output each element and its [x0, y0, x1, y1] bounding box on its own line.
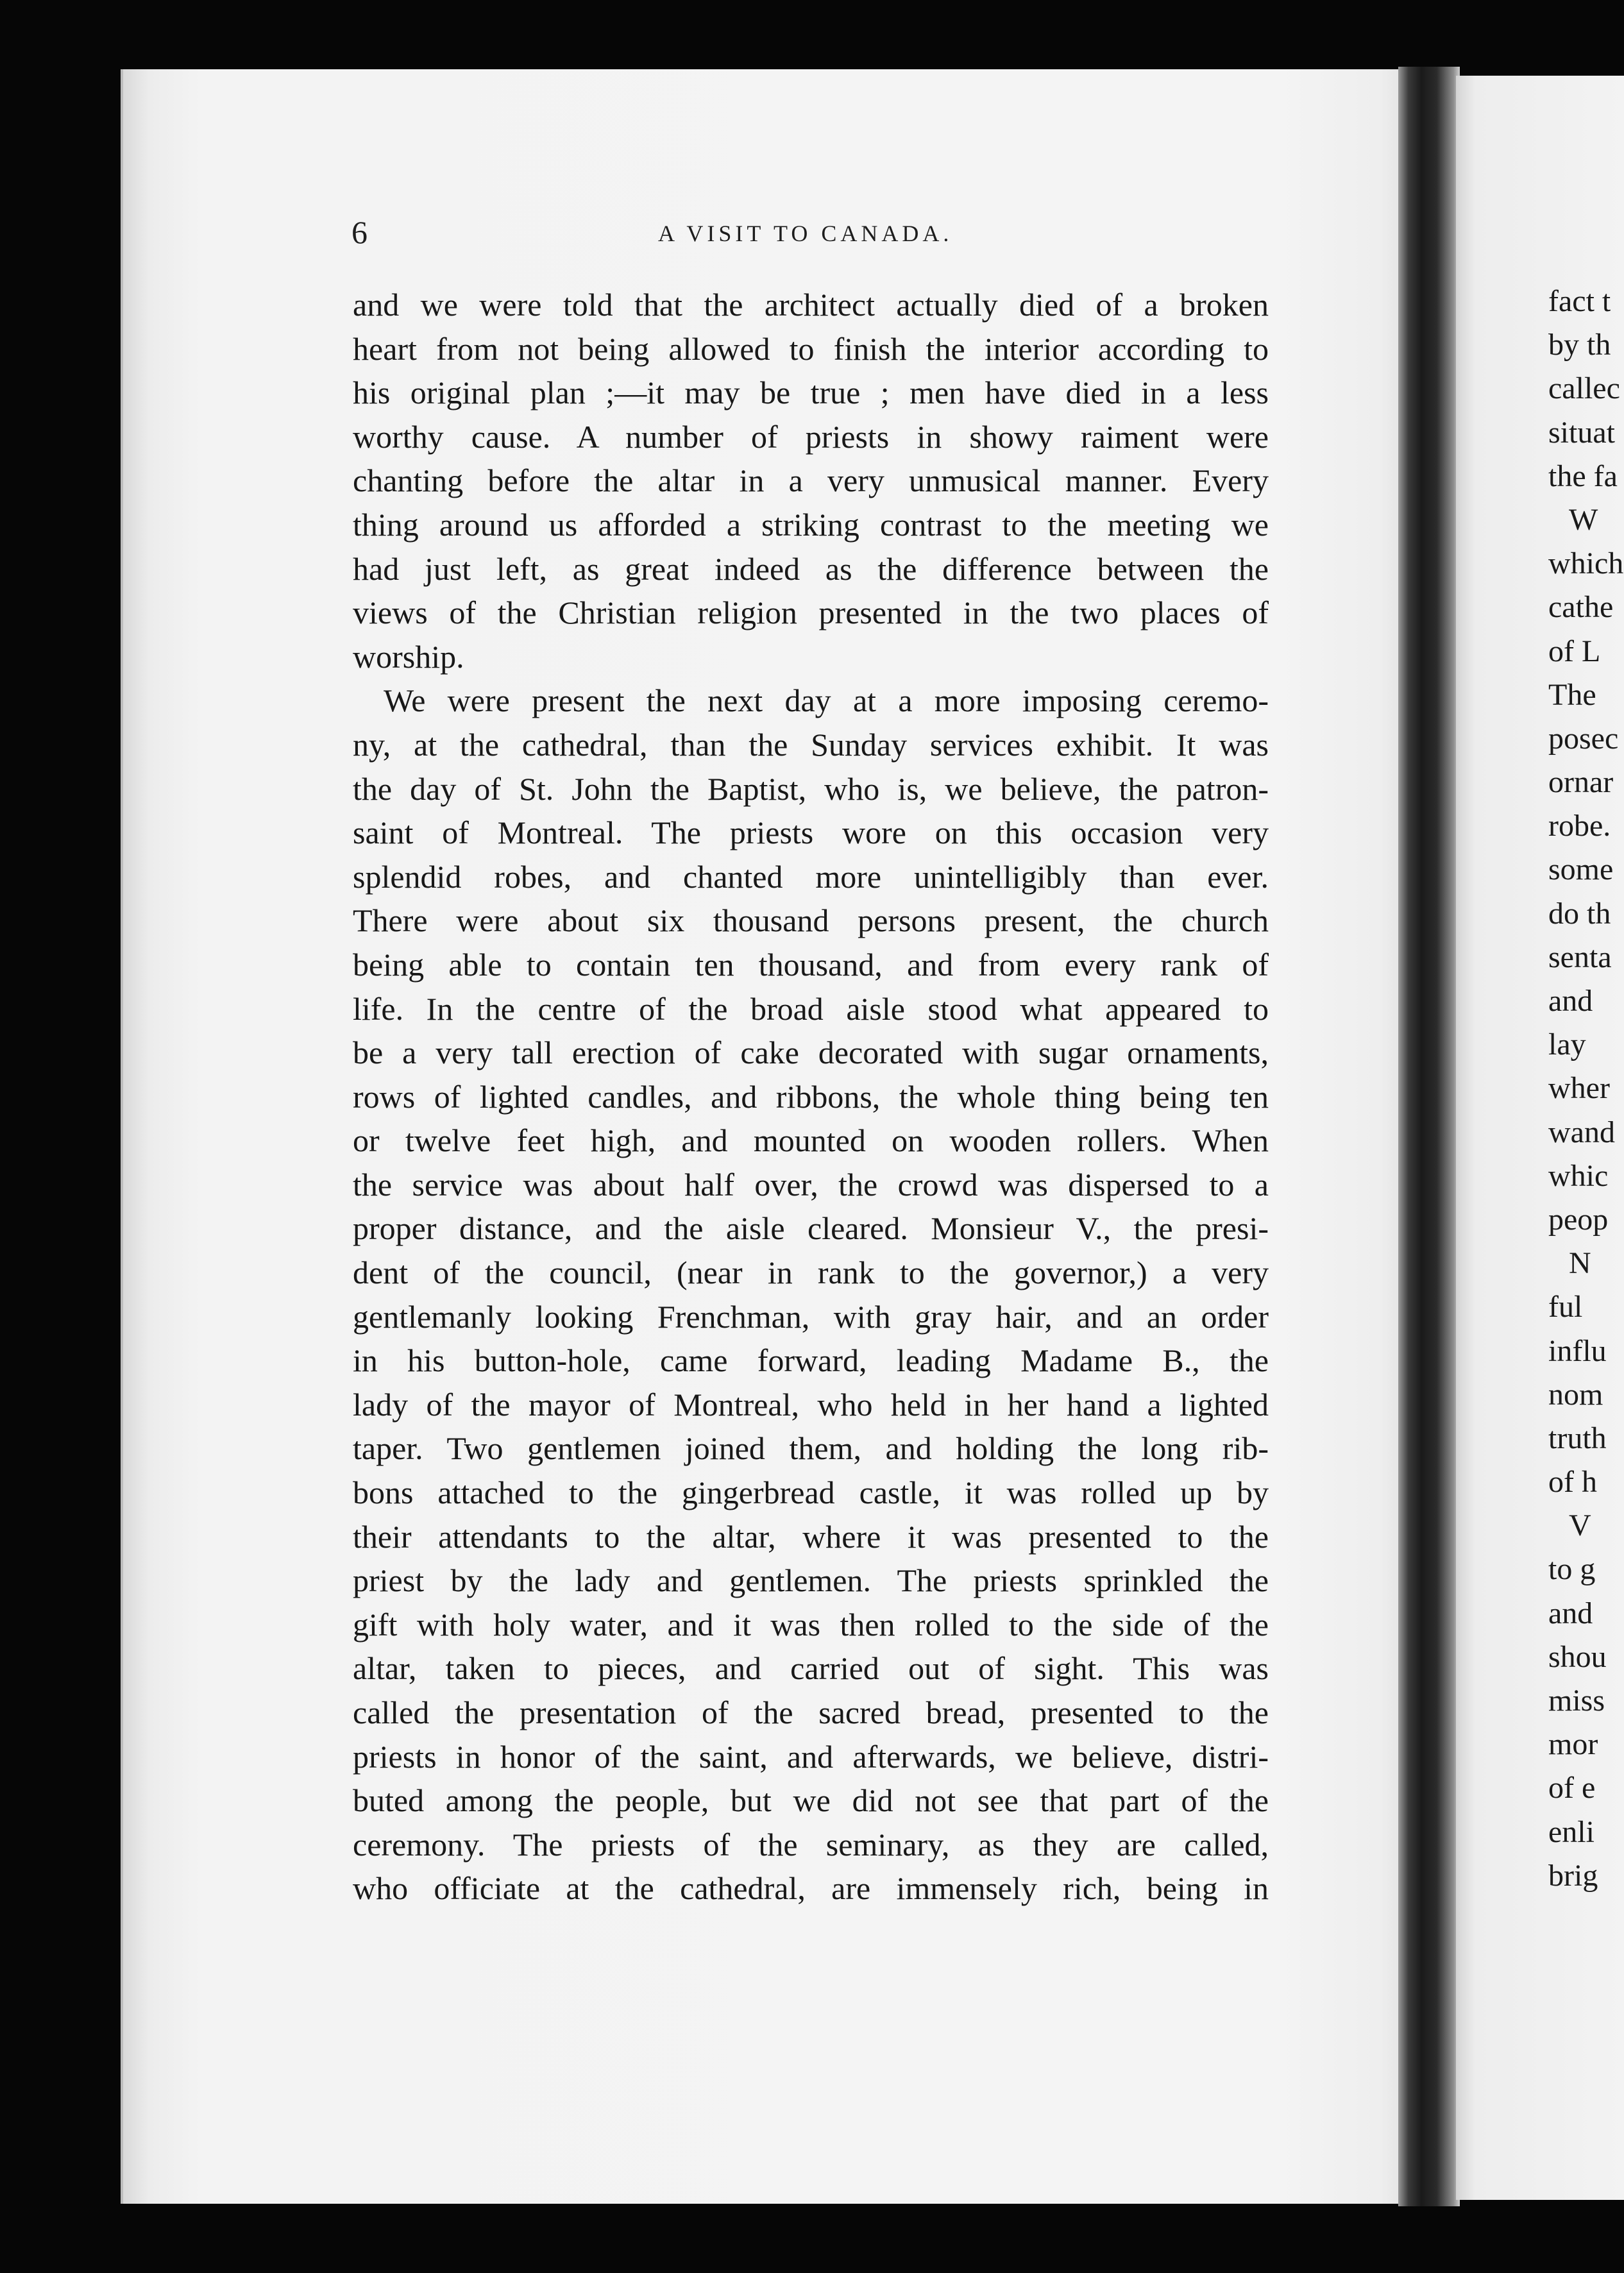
text-line: his original plan ;—it may be true ; men have died in a less: [353, 375, 1269, 411]
text-line: gentlemanly looking Frenchman, with gray hair, and an order: [353, 1298, 1269, 1335]
text-line: being able to contain ten thousand, and from every rank of: [353, 946, 1269, 983]
text-line: heart from not being allowed to finish the interior according to: [353, 330, 1269, 367]
text-line: rows of lighted candles, and ribbons, the whole thing being ten: [353, 1078, 1269, 1115]
text-line: their attendants to the altar, where it was presented to the: [353, 1518, 1269, 1555]
text-line: We were present the next day at a more imposing ceremo-: [384, 682, 1269, 719]
text-line: be a very tall erection of cake decorated with sugar ornaments,: [353, 1035, 1269, 1071]
text-line: in his button-hole, came forward, leading Madame B., the: [353, 1342, 1269, 1379]
text-line: priests in honor of the saint, and afterwards, we believe, distri-: [353, 1738, 1269, 1775]
text-line: lady of the mayor of Montreal, who held in her hand a lighted: [353, 1386, 1269, 1423]
text-line: life. In the centre of the broad aisle stood what appeared to: [353, 990, 1269, 1027]
text-line: the day of St. John the Baptist, who is, we believe, the patron-: [353, 770, 1269, 807]
facing-text-line: which: [1548, 546, 1624, 581]
facing-text-line: by th: [1548, 328, 1611, 362]
facing-text-line: mor: [1548, 1727, 1598, 1762]
body-text: [353, 283, 1269, 1911]
running-head: [351, 214, 1301, 258]
text-line: saint of Montreal. The priests wore on this occasion very: [353, 815, 1269, 851]
facing-text-line: fact t: [1548, 284, 1611, 318]
text-line: ceremony. The priests of the seminary, as they are called,: [353, 1826, 1269, 1863]
facing-text-line: of e: [1548, 1771, 1596, 1805]
text-line: the service was about half over, the crowd was dispersed to a: [353, 1166, 1269, 1203]
text-line: worthy cause. A number of priests in showy raiment were: [353, 418, 1269, 455]
text-line: or twelve feet high, and mounted on wooden rollers. When: [353, 1122, 1269, 1159]
facing-text-line: situat: [1548, 415, 1615, 450]
text-line: had just left, as great indeed as the difference between the: [353, 550, 1269, 587]
facing-text-line: wand: [1548, 1115, 1615, 1149]
text-line: thing around us afforded a striking contrast to the meeting we: [353, 506, 1269, 543]
facing-text-line: posec: [1548, 721, 1619, 756]
facing-text-line: lay: [1548, 1027, 1586, 1062]
facing-text-line: ful: [1548, 1290, 1583, 1324]
facing-text-line: truth: [1548, 1421, 1607, 1455]
text-line: splendid robes, and chanted more unintelligibly than ever.: [353, 858, 1269, 895]
facing-page-text: [1548, 280, 1624, 1898]
text-line: taper. Two gentlemen joined them, and holding the long rib-: [353, 1430, 1269, 1467]
running-title: A VISIT TO CANADA.: [658, 221, 953, 246]
text-line: worship.: [353, 638, 464, 675]
facing-text-line: of L: [1548, 634, 1601, 668]
facing-text-line: miss: [1548, 1684, 1605, 1718]
facing-text-line: callec: [1548, 371, 1620, 406]
text-line: priest by the lady and gentlemen. The priests sprinkled the: [353, 1562, 1269, 1599]
text-line: and we were told that the architect actually died of a broken: [353, 287, 1269, 323]
facing-text-line: cathe: [1548, 590, 1614, 625]
text-line: buted among the people, but we did not see that part of the: [353, 1782, 1269, 1819]
facing-text-line: the fa: [1548, 459, 1618, 493]
facing-text-line: N: [1569, 1246, 1591, 1281]
text-line: dent of the council, (near in rank to the governor,) a very: [353, 1255, 1269, 1291]
facing-text-line: influ: [1548, 1333, 1607, 1368]
facing-text-line: and: [1548, 984, 1593, 1018]
facing-text-line: ornar: [1548, 765, 1614, 800]
facing-text-line: some: [1548, 852, 1614, 887]
text-line: who officiate at the cathedral, are immensely rich, being in: [353, 1870, 1269, 1907]
facing-text-line: nom: [1548, 1377, 1603, 1412]
text-line: views of the Christian religion presented in the two places of: [353, 595, 1269, 631]
facing-text-line: to g: [1548, 1552, 1596, 1587]
facing-text-line: robe.: [1548, 809, 1611, 843]
text-line: altar, taken to pieces, and carried out of sight. This was: [353, 1650, 1269, 1687]
facing-text-line: The: [1548, 677, 1596, 712]
facing-text-line: and: [1548, 1596, 1593, 1630]
text-line: proper distance, and the aisle cleared. Monsieur V., the presi-: [353, 1210, 1269, 1247]
facing-text-line: do th: [1548, 896, 1611, 931]
text-line: There were about six thousand persons present, the church: [353, 902, 1269, 939]
page-number: 6: [351, 214, 368, 250]
text-line: called the presentation of the sacred bread, presented to the: [353, 1694, 1269, 1730]
facing-text-line: peop: [1548, 1202, 1609, 1237]
facing-text-line: brig: [1548, 1858, 1598, 1893]
text-line: bons attached to the gingerbread castle, it was rolled up by: [353, 1474, 1269, 1511]
facing-text-line: V: [1569, 1508, 1591, 1543]
facing-text-line: senta: [1548, 940, 1612, 974]
book-gutter: [1398, 67, 1460, 2206]
facing-text-line: enli: [1548, 1814, 1594, 1849]
facing-text-line: W: [1569, 502, 1598, 537]
text-line: chanting before the altar in a very unmusical manner. Every: [353, 462, 1269, 499]
text-line: ny, at the cathedral, than the Sunday services exhibit. It was: [353, 726, 1269, 763]
text-line: gift with holy water, and it was then rolled to the side of the: [353, 1606, 1269, 1643]
facing-text-line: shou: [1548, 1639, 1607, 1674]
facing-text-line: wher: [1548, 1071, 1610, 1106]
facing-text-line: of h: [1548, 1465, 1597, 1500]
facing-text-line: whic: [1548, 1158, 1609, 1193]
